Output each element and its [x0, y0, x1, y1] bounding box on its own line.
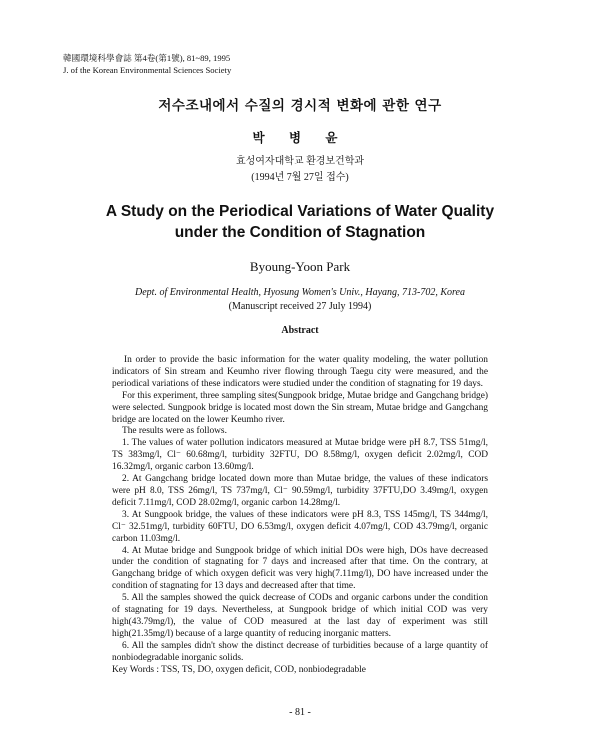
abstract-heading: Abstract — [281, 325, 319, 336]
page-number: - 81 - — [289, 707, 311, 718]
english-title-line1: A Study on the Periodical Variations of Water Quality — [105, 203, 495, 220]
journal-citation-korean: 韓國環境科學會誌 第4卷(第1號), 81~89, 1995 — [63, 53, 231, 63]
korean-title: 저수조내에서 수질의 경시적 변화에 관한 연구 — [158, 98, 442, 114]
result-item-2: 2. At Gangchang bridge located down more than Mutae bridge, the values of these indicators were pH 8.0, TSS 26mg/l, TS 737mg/l, Cl⁻ 90.59mg/l, turbidity 37FTU,DO 3.49mg/l, oxygen deficit 7.11mg/l, COD 28.02mg/l, organic carbon 14.28mg/l. — [112, 474, 488, 508]
english-affiliation: Dept. of Environmental Health, Hyosung Women's Univ., Hayang, 713-702, Korea — [135, 287, 465, 298]
english-author: Byoung-Yoon Park — [249, 259, 351, 274]
journal-citation-english: J. of the Korean Environmental Sciences Society — [63, 65, 232, 75]
korean-affiliation: 효성여자대학교 환경보건학과 — [235, 156, 365, 167]
result-item-4: 4. At Mutae bridge and Sungpook bridge of which initial DOs were high, DOs have decreased under the condition of stagnating for 7 days and increased after that time. On the contrary, at Gangchang bridge of which oxygen deficit was very high(7.11mg/l), DO have increased under the condition of stagnating for 13 days and decreased after that time. — [112, 545, 488, 592]
english-title-line2: under the Condition of Stagnation — [174, 224, 426, 241]
korean-received-date: (1994년 7월 27일 접수) — [251, 172, 349, 183]
journal-citation — [63, 52, 231, 76]
result-item-6: 6. All the samples didn't show the distinct decrease of turbidities because of a large quantity of nonbiodegradable inorganic solids. — [112, 640, 488, 663]
english-title — [0, 201, 600, 243]
english-received-date: (Manuscript received 27 July 1994) — [228, 301, 372, 312]
result-item-3: 3. At Sungpook bridge, the values of these indicators were pH 8.3, TSS 145mg/l, TS 344mg/l, Cl⁻ 32.51mg/l, turbidity 60FTU, DO 6.53mg/l, oxygen deficit 4.07mg/l, COD 43.79mg/l, organic carbon 11.03mg/l. — [112, 509, 488, 544]
key-words: Key Words : TSS, TS, DO, oxygen deficit, COD, nonbiodegradable — [112, 664, 366, 675]
abstract-body — [112, 355, 488, 676]
result-item-5: 5. All the samples showed the quick decrease of CODs and organic carbons under the condition of stagnating for 19 days. Nevertheless, at Sungpook bridge of which initial COD was very high(43.79mg/l), the value of COD measured at the last day of experiment was still high(21.35mg/l) because of a large quantity of reducing inorganic matters. — [112, 593, 488, 639]
korean-affiliation-block — [0, 154, 600, 186]
result-item-1: 1. The values of water pollution indicators measured at Mutae bridge were pH 8.7, TSS 51mg/l, TS 383mg/l, Cl⁻ 60.68mg/l, turbidity 32FTU, DO 8.58mg/l, oxygen deficit 2.02mg/l, COD 16.32mg/l, organic carbon 13.60mg/l. — [112, 438, 488, 473]
abstract-paragraph: The results were as follows. — [122, 426, 227, 437]
abstract-paragraph: For this experiment, three sampling sites(Sungpook bridge, Mutae bridge and Gangchang bridge) were selected. Sungpook bridge is located most down the Sin stream, Mutae bridge and Gangchang bridge are located on the lower Keumho river. — [112, 390, 488, 425]
english-affiliation-block — [0, 286, 600, 314]
abstract-paragraph: In order to provide the basic information for the water quality modeling, the water pollution indicators of Sin stream and Keumho river flowing through Taegu city were measured, and the periodical variations of these indicators were studied under the condition of stagnating for 19 days. — [112, 355, 488, 389]
korean-author: 박 병 윤 — [252, 130, 348, 145]
